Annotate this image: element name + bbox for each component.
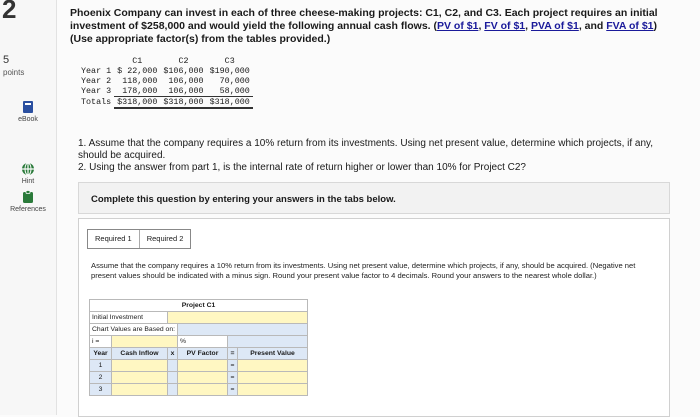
ebook-label: eBook [18,116,38,123]
references-label: References [10,206,46,213]
table-row: Year 3 178,000 106,000 58,000 [78,86,253,97]
present-value-input[interactable] [238,360,308,372]
clipboard-icon [21,190,35,204]
chart-values-label: Chart Values are Based on: [90,324,178,336]
col-header: C1 [132,56,143,66]
question-1: 1. Assume that the company requires a 10% return from its investments. Using net present value, determine which projects, if any, should be acquired. [78,138,654,161]
initial-investment-input[interactable] [168,312,308,324]
npv-worksheet [89,299,308,396]
question-number: 2 [2,0,17,24]
points-value: 5 [3,54,10,66]
table-row: Totals $318,000 $318,000 $318,000 [78,97,253,109]
tab-bar [87,229,191,249]
col-header: C3 [224,56,235,66]
worksheet-title: Project C1 [90,300,308,312]
percent-sign: % [178,336,228,348]
initial-investment-label: Initial Investment [90,312,168,324]
col-pv-factor: PV Factor [178,348,228,360]
table-row: 3 = [90,384,308,396]
fv-of-1-link[interactable]: FV of $1 [484,20,526,32]
question-list [78,138,668,174]
globe-icon [21,162,35,176]
col-header: C2 [178,56,189,66]
tab-required-2[interactable]: Required 2 [140,230,191,248]
tab-instructions: Assume that the company requires a 10% return from its investments. Using net present value, determine which projects, if any, should be acquired. (Negative net present values should be indicated with a minus sign. Round your present value factor to 4 decimals. Round your answers to the nearest whole dollar.) [91,261,636,280]
present-value-input[interactable] [238,372,308,384]
pv-factor-input[interactable] [178,384,228,396]
points-label: points [3,68,25,77]
book-icon [21,100,35,114]
pv-factor-input[interactable] [178,360,228,372]
references-button[interactable] [6,190,50,213]
table-row: Year 1 $ 22,000 $106,000 $190,000 [81,66,250,76]
table-row: Year 2 118,000 106,000 70,000 [81,76,250,86]
fva-of-1-link[interactable]: FVA of $1 [606,20,654,32]
tab-required-1[interactable]: Required 1 [88,230,140,248]
answer-panel [78,218,670,417]
cashflow-table [78,56,253,109]
col-present-value: Present Value [238,348,308,360]
hint-button[interactable] [6,162,50,185]
i-label: i = [90,336,112,348]
col-year: Year [90,348,112,360]
hint-label: Hint [21,178,35,185]
ebook-button[interactable] [6,100,50,123]
cash-inflow-input[interactable] [112,384,168,396]
present-value-input[interactable] [238,384,308,396]
col-cash-inflow: Cash Inflow [112,348,168,360]
cash-inflow-input[interactable] [112,372,168,384]
pv-factor-input[interactable] [178,372,228,384]
op-times: x [168,348,178,360]
table-row: 1 = [90,360,308,372]
cash-inflow-input[interactable] [112,360,168,372]
table-row: 2 = [90,372,308,384]
op-equals: = [228,348,238,360]
instruction-banner [78,182,670,214]
complete-prompt: Complete this question by entering your answers in the tabs below. [91,194,396,205]
rate-input[interactable] [112,336,178,348]
problem-intro: Phoenix Company can invest in each of three cheese-making projects: C1, C2, and C3. Each project requires an initial investment of $258,000 and would yield the following annual cash flows. (PV of $1, FV of $1, PVA of $1, and FVA of $1) (Use appropriate factor(s) from the tables provided.) [70,7,658,45]
question-2: 2. Using the answer from part 1, is the internal rate of return higher or lower than 10% for Project C2? [78,162,526,173]
pva-of-1-link[interactable]: PVA of $1 [530,20,579,32]
pv-of-1-link[interactable]: PV of $1 [437,20,479,32]
